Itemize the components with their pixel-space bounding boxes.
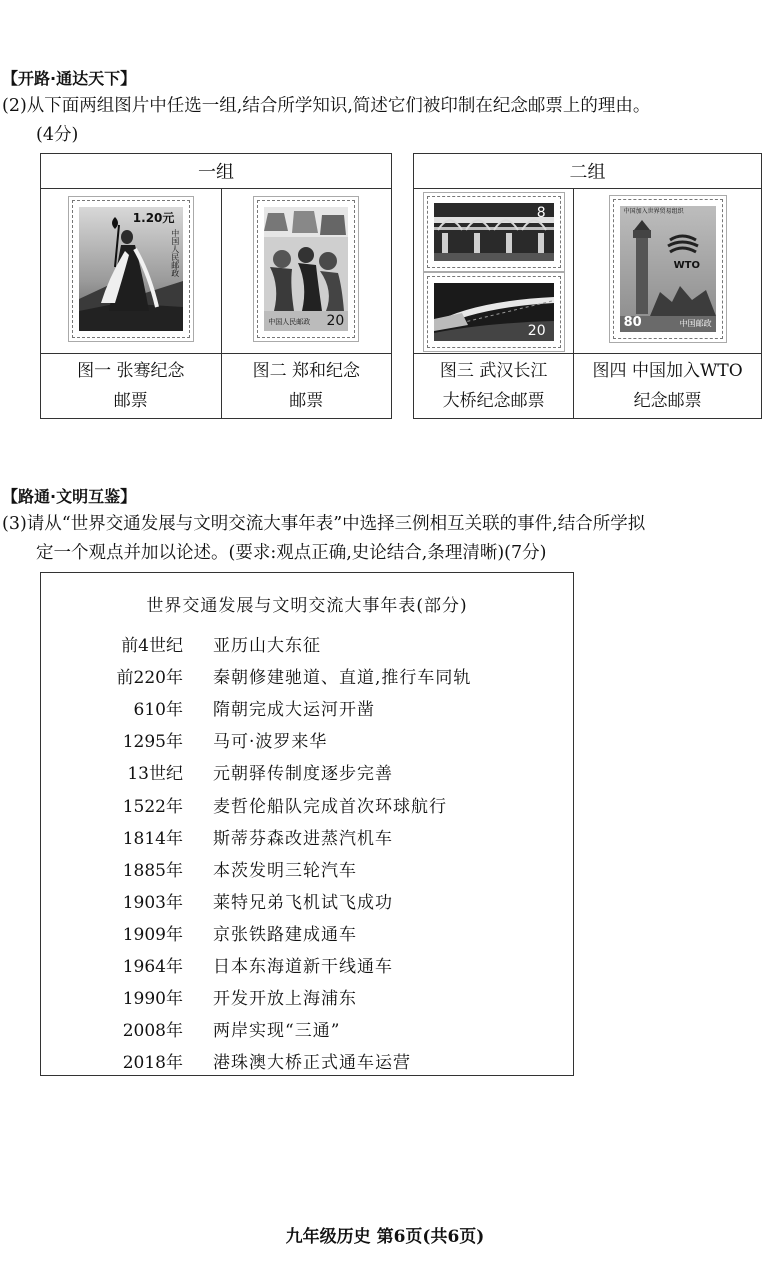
- timeline-event: 两岸实现“三通”: [213, 1021, 341, 1042]
- question-2-line-1: (2)从下面两组图片中任选一组,结合所学知识,简述它们被印制在纪念邮票上的理由。: [2, 96, 651, 116]
- timeline-event: 马可·波罗来华: [213, 732, 328, 753]
- timeline-year: 1909年: [122, 924, 183, 945]
- section-heading-1: 【开路·通达天下】: [2, 69, 137, 88]
- zhang-qian-stamp: [72, 200, 190, 338]
- timeline-year: 610年: [133, 700, 183, 721]
- timeline-year: 1295年: [122, 732, 183, 753]
- timeline-year: 1990年: [122, 989, 183, 1010]
- question-3-line-2: 定一个观点并加以论述。(要求:观点正确,史论结合,条理清晰)(7分): [36, 543, 547, 563]
- stamp-1-denomination: 1.20元: [132, 211, 175, 225]
- timeline-event: 京张铁路建成通车: [213, 924, 357, 945]
- timeline-year: 1903年: [122, 892, 183, 913]
- stamp-3a-denomination: 8: [536, 205, 546, 221]
- caption-figure-3-line-2: 大桥纪念邮票: [442, 391, 545, 411]
- timeline-event: 麦哲伦船队完成首次环球航行: [213, 796, 447, 817]
- timeline-event: 隋朝完成大运河开凿: [213, 700, 375, 721]
- timeline-year: 1522年: [122, 796, 183, 817]
- caption-figure-4: [574, 354, 762, 419]
- caption-figure-2-line-1: 图二 郑和纪念: [252, 361, 360, 381]
- timeline-title: 世界交通发展与文明交流大事年表(部分): [146, 596, 468, 616]
- timeline-event: 元朝驿传制度逐步完善: [213, 764, 393, 785]
- timeline-event: 秦朝修建驰道、直道,推行车同轨: [213, 668, 472, 689]
- timeline-year: 2008年: [122, 1021, 183, 1042]
- stamp-4-wto-logo-text: WTO: [673, 260, 700, 271]
- caption-figure-4-line-1: 图四 中国加入WTO: [592, 361, 743, 381]
- timeline-event: 斯蒂芬森改进蒸汽机车: [213, 828, 393, 849]
- stamp-cell-3: [414, 189, 574, 354]
- question-3-line-1: (3)请从“世界交通发展与文明交流大事年表”中选择三例相互关联的事件,结合所学拟: [2, 514, 646, 534]
- timeline-event: 开发开放上海浦东: [213, 989, 357, 1010]
- page-footer: 九年级历史 第6页(共6页): [285, 1227, 485, 1247]
- timeline-event: 莱特兄弟飞机试飞成功: [213, 892, 393, 913]
- wuhan-bridge-stamp-bottom: [427, 276, 561, 348]
- timeline-year: 前220年: [116, 668, 183, 689]
- timeline-year: 13世纪: [127, 764, 183, 785]
- timeline-year: 1964年: [122, 957, 183, 977]
- stamp-3b-denomination: 20: [527, 323, 546, 339]
- group-1-title: 一组: [41, 154, 392, 189]
- caption-figure-1: [41, 354, 222, 419]
- stamp-cell-2: [221, 189, 391, 354]
- stamp-4-denomination: 80: [623, 315, 642, 330]
- zheng-he-stamp: [257, 200, 355, 338]
- stamp-group-1-table: [40, 153, 392, 419]
- stamp-1-country: 中国人民邮政: [170, 229, 180, 277]
- caption-figure-2-line-2: 邮票: [289, 391, 324, 411]
- caption-figure-4-line-2: 纪念邮票: [633, 391, 702, 411]
- timeline-year: 1885年: [122, 860, 183, 881]
- wto-stamp: [613, 199, 723, 339]
- caption-figure-3-line-1: 图三 武汉长江: [439, 361, 548, 381]
- wuhan-bridge-stamp-top: [427, 196, 561, 268]
- stamp-cell-1: [41, 189, 222, 354]
- group-2-title: 二组: [414, 154, 762, 189]
- wuhan-bridge-arches-image: [434, 203, 554, 261]
- wto-accession-image: [620, 206, 716, 332]
- stamp-cell-4: [574, 189, 762, 354]
- stamp-2-denomination: 20: [326, 313, 345, 329]
- timeline-year: 1814年: [122, 828, 183, 849]
- timeline-year: 2018年: [122, 1053, 183, 1074]
- timeline-event: 港珠澳大桥正式通车运营: [213, 1053, 411, 1074]
- timeline-year: 前4世纪: [121, 636, 183, 656]
- caption-figure-3: [414, 354, 574, 419]
- caption-figure-1-line-2: 邮票: [113, 391, 148, 411]
- caption-figure-1-line-1: 图一 张骞纪念: [77, 361, 185, 381]
- stamp-4-heading: 中国加入世界贸易组织: [623, 208, 684, 215]
- timeline-event: 日本东海道新干线通车: [213, 957, 393, 977]
- timeline-event: 本茨发明三轮汽车: [213, 860, 357, 881]
- question-2-line-2: (4分): [36, 125, 79, 145]
- timeline-event: 亚历山大东征: [213, 636, 321, 656]
- transport-timeline-table: [40, 572, 574, 1076]
- stamp-group-2-table: [413, 153, 762, 419]
- stamp-4-country: 中国邮政: [679, 319, 712, 328]
- stamp-2-country: 中国人民邮政: [268, 318, 311, 326]
- caption-figure-2: [221, 354, 391, 419]
- section-heading-2: 【路通·文明互鉴】: [2, 487, 137, 506]
